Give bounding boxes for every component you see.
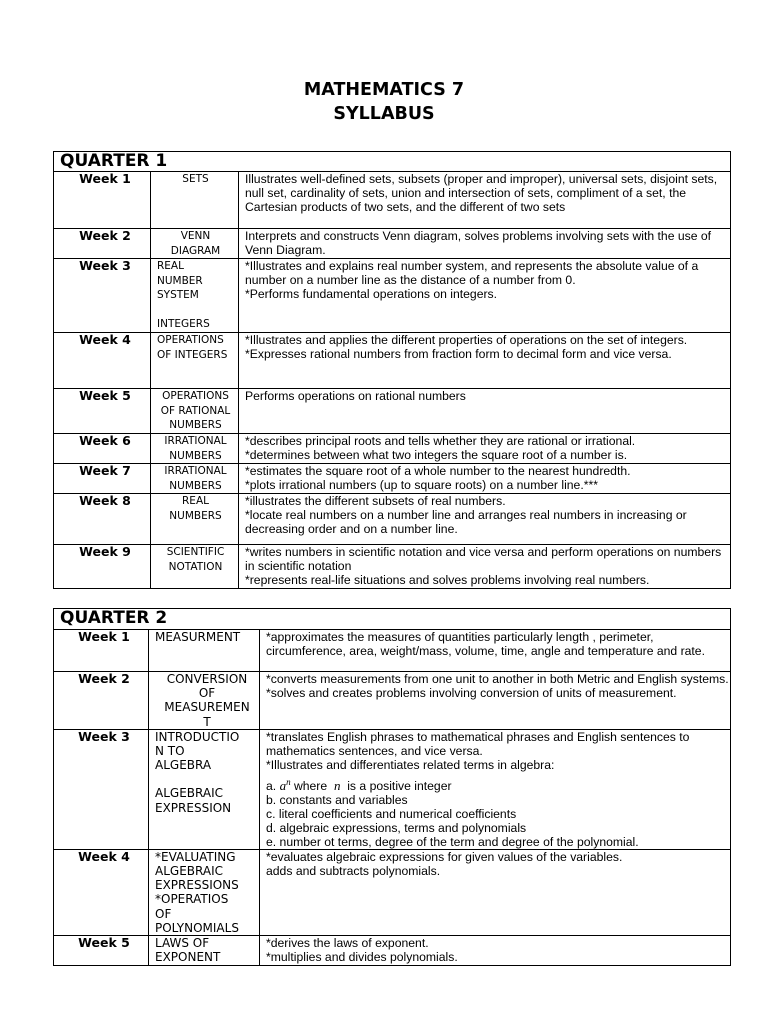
competency-cell: *converts measurements from one unit to another in both Metric and English systems. *solves and creates problems involving conversion of units of measurement. bbox=[260, 672, 731, 730]
document-title: MATHEMATICS 7 bbox=[303, 80, 465, 100]
week-label: Week 3 bbox=[54, 729, 149, 849]
table-row bbox=[54, 333, 731, 389]
week-label: Week 7 bbox=[54, 464, 151, 494]
competency-cell: Illustrates well-defined sets, subsets (proper and improper), universal sets, disjoint sets, null set, cardinality of sets, union and intersection of sets, compliment of a set, the Cartesian products of two sets, and the different of two sets bbox=[239, 172, 731, 229]
week-label: Week 8 bbox=[54, 494, 151, 545]
table-row bbox=[54, 849, 731, 935]
competency-cell: Interprets and constructs Venn diagram, solves problems involving sets with the use of Venn Diagram. bbox=[239, 229, 731, 259]
competency-cell: *Illustrates and applies the different properties of operations on the set of integers. *Expresses rational numbers from fraction form to decimal form and vice versa. bbox=[239, 333, 731, 389]
competency-cell: *estimates the square root of a whole number to the nearest hundredth. *plots irrational numbers (up to square roots) on a number line.*** bbox=[239, 464, 731, 494]
algebra-exponent: n bbox=[286, 776, 291, 787]
quarter-2-table bbox=[53, 608, 731, 966]
topic-cell: REAL NUMBER SYSTEM INTEGERS bbox=[151, 259, 239, 333]
table-row bbox=[54, 494, 731, 545]
topic-cell: SCIENTIFIC NOTATION bbox=[151, 545, 239, 589]
table-row bbox=[54, 259, 731, 333]
topic-cell: REAL NUMBERS bbox=[151, 494, 239, 545]
week-label: Week 2 bbox=[54, 229, 151, 259]
topic-cell: CONVERSION OF MEASUREMEN T bbox=[149, 672, 260, 730]
competency-cell: *evaluates algebraic expressions for given values of the variables. adds and subtracts polynomials. bbox=[260, 849, 731, 935]
competency-cell: *Illustrates and explains real number system, and represents the absolute value of a number on a number line as the distance of a number from 0. *Performs fundamental operations on integers. bbox=[239, 259, 731, 333]
algebra-variable: n bbox=[333, 777, 341, 793]
table-row bbox=[54, 672, 731, 730]
topic-cell: OPERATIONS OF INTEGERS bbox=[151, 333, 239, 389]
table-row bbox=[54, 229, 731, 259]
topic-cell: *EVALUATING ALGEBRAIC EXPRESSIONS *OPERATIOS OF POLYNOMIALS bbox=[149, 849, 260, 935]
competency-cell: *translates English phrases to mathematical phrases and English sentences to mathematics sentences, and vice versa. *Illustrates and differentiates related terms in algebra: a. $a^n$ where n is a positive integer b. constants and variables c. literal coefficients and numerical coefficients d. algebraic expressions, terms and polynomials e. number ot terms, degree of the term and degree of the polynomial. bbox=[260, 729, 731, 849]
algebra-base: a bbox=[279, 777, 287, 793]
week-label: Week 3 bbox=[54, 259, 151, 333]
week-label: Week 6 bbox=[54, 433, 151, 463]
table-row bbox=[54, 545, 731, 589]
topic-cell: INTRODUCTIO N TO ALGEBRA ALGEBRAIC EXPRESSION bbox=[149, 729, 260, 849]
topic-cell: LAWS OF EXPONENT bbox=[149, 936, 260, 966]
topic-cell: VENN DIAGRAM bbox=[151, 229, 239, 259]
week-label: Week 4 bbox=[54, 333, 151, 389]
week-label: Week 1 bbox=[54, 172, 151, 229]
week-label: Week 4 bbox=[54, 849, 149, 935]
week-label: Week 2 bbox=[54, 672, 149, 730]
week-label: Week 5 bbox=[54, 936, 149, 966]
table-row bbox=[54, 729, 731, 849]
document-subtitle: SYLLABUS bbox=[333, 104, 435, 124]
topic-cell: IRRATIONAL NUMBERS bbox=[151, 464, 239, 494]
table-row bbox=[54, 936, 731, 966]
week-label: Week 5 bbox=[54, 389, 151, 434]
table-row bbox=[54, 630, 731, 672]
quarter-1-table bbox=[53, 151, 731, 589]
topic-cell: SETS bbox=[151, 172, 239, 229]
topic-cell: MEASURMENT bbox=[149, 630, 260, 672]
table-row bbox=[54, 433, 731, 463]
table-row bbox=[54, 172, 731, 229]
topic-cell: OPERATIONS OF RATIONAL NUMBERS bbox=[151, 389, 239, 434]
competency-cell: *approximates the measures of quantities particularly length , perimeter, circumference, area, weight/mass, volume, time, angle and temperature and rate. bbox=[260, 630, 731, 672]
week-label: Week 9 bbox=[54, 545, 151, 589]
competency-cell: Performs operations on rational numbers bbox=[239, 389, 731, 434]
quarter-1-heading: QUARTER 1 bbox=[54, 152, 731, 172]
table-row bbox=[54, 464, 731, 494]
quarter-2-heading: QUARTER 2 bbox=[54, 609, 731, 630]
competency-cell: *describes principal roots and tells whether they are rational or irrational. *determines between what two integers the square root of a number is. bbox=[239, 433, 731, 463]
competency-cell: *derives the laws of exponent. *multiplies and divides polynomials. bbox=[260, 936, 731, 966]
competency-cell: *writes numbers in scientific notation and vice versa and perform operations on numbers in scientific notation *represents real-life situations and solves problems involving real numbers. bbox=[239, 545, 731, 589]
competency-cell: *illustrates the different subsets of real numbers. *locate real numbers on a number line and arranges real numbers in increasing or decreasing order and on a number line. bbox=[239, 494, 731, 545]
term-item-a: a. $a^n$ where n is a positive integer bbox=[266, 776, 452, 793]
week-label: Week 1 bbox=[54, 630, 149, 672]
topic-cell: IRRATIONAL NUMBERS bbox=[151, 433, 239, 463]
table-row bbox=[54, 389, 731, 434]
